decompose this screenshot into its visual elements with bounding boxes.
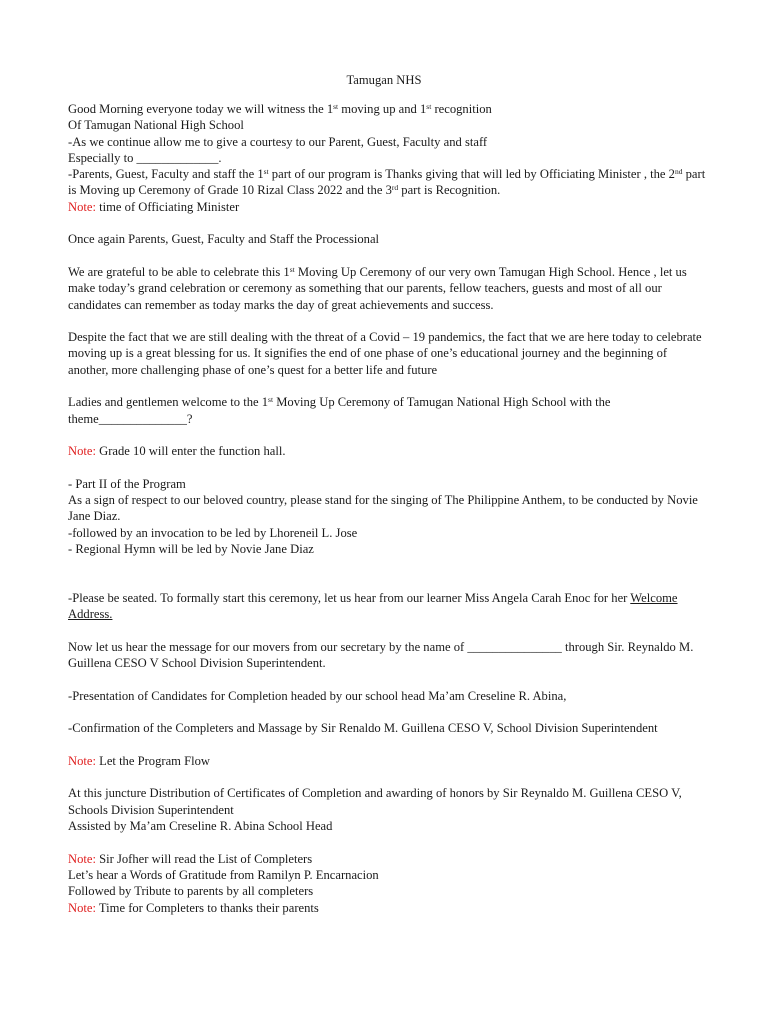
grateful-text-a: We are grateful to be able to celebrate this 1 <box>68 264 290 279</box>
superscript: rd <box>391 183 399 193</box>
note-label: Note: <box>68 851 96 866</box>
welcome-text-b: Moving Up Ceremony of Tamugan National High School with the theme______________? <box>68 395 611 426</box>
regional-hymn-line: - Regional Hymn will be led by Novie Jane Diaz <box>68 542 314 557</box>
welcome-theme-paragraph <box>68 394 708 427</box>
greeting-text-a: Good Morning everyone today we will witness the 1 <box>68 102 334 116</box>
note-text: Let the Program Flow <box>95 753 211 768</box>
courtesy-line: -As we continue allow me to give a courtesy to our Parent, Guest, Faculty and staff <box>68 134 488 149</box>
superscript: st <box>263 167 269 177</box>
part-two-heading: - Part II of the Program <box>68 476 186 491</box>
superscript: nd <box>674 167 683 177</box>
note-text: Sir Jofher will read the List of Completers <box>95 851 313 866</box>
note-text: time of Officiating Minister <box>95 199 240 214</box>
message-paragraph: Now let us hear the message for our movers from our secretary by the name of _______________ through Sir. Reynaldo M. Guillena CESO V School Division Superintendent. <box>68 639 694 671</box>
program-text-d: part is Recognition. <box>398 183 501 198</box>
school-line: Of Tamugan National High School <box>68 118 244 133</box>
note-text: Grade 10 will enter the function hall. <box>95 444 286 459</box>
grateful-text-b: Moving Up Ceremony of our very own Tamugan High School. Hence , let us make today’s grand celebration or ceremony as something that our parents, fellow teachers, guests and most of all our candidates can remember as today marks the day of great achievements and success. <box>68 264 687 312</box>
tribute-line: Followed by Tribute to parents by all completers <box>68 884 314 899</box>
superscript: st <box>268 395 274 405</box>
program-text-c: part is Moving up Ceremony of Grade 10 Rizal Class 2022 and the 3 <box>68 167 706 198</box>
program-text-a: -Parents, Guest, Faculty and staff the 1 <box>68 167 264 182</box>
note-line <box>68 753 708 769</box>
grateful-paragraph <box>68 264 708 313</box>
superscript: st <box>333 102 339 111</box>
superscript: st <box>289 264 295 274</box>
especially-line: Especially to _____________. <box>68 150 222 165</box>
invocation-line: -followed by an invocation to be led by Lhoreneil L. Jose <box>68 525 358 540</box>
covid-paragraph: Despite the fact that we are still dealing with the threat of a Covid – 19 pandemics, the fact that we are here today to celebrate moving up is a great blessing for us. It signifies the end of one phase of one’s educational journey and the beginning of another, more challenging phase of one’s quest for a better life and future <box>68 330 702 377</box>
presentation-line: -Presentation of Candidates for Completion headed by our school head Ma’am Creseline R. Abina, <box>68 688 567 703</box>
note-line <box>68 443 708 459</box>
greeting-text-b: moving up and 1 <box>338 102 427 116</box>
processional-line: Once again Parents, Guest, Faculty and Staff the Processional <box>68 232 380 247</box>
note-label: Note: <box>68 900 96 915</box>
greeting-text-c: recognition <box>431 102 492 116</box>
note-label: Note: <box>68 199 96 214</box>
assisted-line: Assisted by Ma’am Creseline R. Abina School Head <box>68 819 333 834</box>
gratitude-line: Let’s hear a Words of Gratitude from Ramilyn P. Encarnacion <box>68 867 379 882</box>
document-body <box>68 101 708 916</box>
welcome-text-a: Ladies and gentlemen welcome to the 1 <box>68 395 269 410</box>
certificates-paragraph: At this juncture Distribution of Certificates of Completion and awarding of honors by Sir Reynaldo M. Guillena CESO V, Schools Division Superintendent <box>68 786 682 817</box>
note-line <box>68 199 708 215</box>
program-text-b: part of our program is Thanks giving that will led by Officiating Minister , the 2 <box>268 167 675 182</box>
greeting-paragraph <box>68 101 708 117</box>
note-label: Note: <box>68 753 96 768</box>
program-parts-paragraph <box>68 166 708 199</box>
welcome-address-paragraph <box>68 590 708 623</box>
welcome-address-text: -Please be seated. To formally start this ceremony, let us hear from our learner Miss Angela Carah Enoc for her <box>68 590 631 605</box>
note-text: Time for Completers to thanks their parents <box>95 900 319 915</box>
welcome-address-underlined: Welcome Address. <box>68 590 678 622</box>
note-line <box>68 851 708 867</box>
note-line <box>68 900 708 916</box>
superscript: st <box>426 102 432 111</box>
document-title: Tamugan NHS <box>346 73 422 87</box>
anthem-paragraph: As a sign of respect to our beloved country, please stand for the singing of The Philippine Anthem, to be conducted by Novie Jane Diaz. <box>68 493 698 524</box>
confirmation-paragraph: -Confirmation of the Completers and Massage by Sir Renaldo M. Guillena CESO V, School Division Superintendent <box>68 721 658 736</box>
note-label: Note: <box>68 444 96 459</box>
